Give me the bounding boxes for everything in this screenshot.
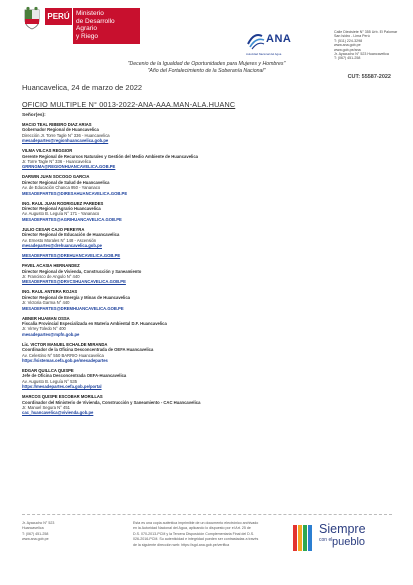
recipient-name: MARCOS QUISPE ESCOBAR MORILLAS xyxy=(22,394,103,400)
cut-number: CUT: 55587-2022 xyxy=(347,74,391,80)
recipient-address: Jr. Francisco de Angulo N° 440 xyxy=(22,273,80,279)
recipient-role: Coordinador del Ministerio de Vivienda, Construcción y Saneamiento - CAC Huancavelica xyxy=(22,399,201,405)
recipient-role: Director Regional de Educación de Huancavelica xyxy=(22,232,120,238)
recipient-email[interactable]: mesadepartes@regionhuancavelica.gob.pe xyxy=(22,138,109,144)
footer-address-line: Jr. Ayacucho N° 523 xyxy=(22,521,55,525)
recipient-role: Gerente Regional de Recursos Naturales y Gestión del Medio Ambiente de Huancavelica xyxy=(22,153,199,159)
recipient-address: Av. Celestino N° 550 BARRIO Huancavelica xyxy=(22,352,104,358)
recipient-email[interactable]: MESADEPARTES@DREHUANCAVELICA.GOB.PE xyxy=(22,253,121,259)
contact-line: Calle Diecisiete N° 355 Urb. El Palomar xyxy=(334,30,398,34)
recipient-name: MACIO TEAL RIBEIRO DIAZ ARIAS xyxy=(22,122,92,127)
footer-address xyxy=(22,521,122,543)
recipient-block xyxy=(22,368,322,390)
contact-line: T: (511) 224-3298 xyxy=(334,38,363,43)
recipient-name: ING. RAUL JUAN RODRIGUEZ PAREDES xyxy=(22,200,104,206)
recipient-name: VILMA VILCAS REGGIOR xyxy=(22,148,73,154)
contact-line: www.gob.pe/ana xyxy=(334,47,361,52)
footer-verification-line: D.S. 070-2013-PCM y la Tercera Disposición Complementaria Final del D.S. xyxy=(133,531,255,536)
footer-address-line: T: (067) 451-258 xyxy=(22,531,49,536)
footer-verification-line: de la siguiente dirección web: https://sgd.ana.gob.pe/verifica xyxy=(133,542,230,547)
contact-line: San Isidro - Lima Perú xyxy=(334,34,370,39)
footer-verification-line: 026-2016-PCM. Su autenticidad e integridad pueden ser contrastadas a través xyxy=(133,537,259,542)
recipient-role: Gobernador Regional de Huancavelica xyxy=(22,127,99,133)
recipient-name: PAVEL ACASIA HERNANDEZ xyxy=(22,263,80,269)
footer-verification-line: en la Autoridad Nacional del Agua, aplicando lo dispuesto por el Art. 25 de xyxy=(133,526,251,531)
recipient-email[interactable]: cac_huancavelica@vivienda.gob.pe xyxy=(22,410,94,416)
recipient-email[interactable]: MESADEPARTES@DIRESAHUANCAVELICA.GOB.PE xyxy=(22,190,128,196)
recipient-role: Director Regional de Salud de Huancavelica xyxy=(22,179,110,185)
siempre-pueblo: pueblo xyxy=(332,536,366,548)
document-date: Huancavelica, 24 de marzo de 2022 xyxy=(22,83,143,92)
recipient-name: JULIO CESAR CAJO PEREYRA xyxy=(22,226,85,232)
recipient-role: Director Regional Agrario Huancavelica xyxy=(22,206,101,212)
recipient-block xyxy=(22,263,322,285)
recipient-role: Director Regional de Vivienda, Construcción y Saneamiento xyxy=(22,268,142,274)
decade-motto xyxy=(0,61,413,75)
ministry-line: y Riego xyxy=(76,32,99,40)
recipient-role: Coordinador de la Oficina Desconcentrada de OEFA Huancavelica xyxy=(22,347,154,353)
recipient-role: Director Regional de Energía y Minas de Huancavelica xyxy=(22,294,130,300)
contact-block xyxy=(334,30,410,61)
recipient-email[interactable]: MESADEPARTES@DREMHUANCAVELICA.GOB.PE xyxy=(22,305,124,311)
siempre-logo xyxy=(292,521,402,555)
recipient-block xyxy=(22,316,322,338)
ministry-label xyxy=(73,8,140,44)
recipient-block xyxy=(22,342,322,364)
recipient-email[interactable]: GRRNGMA@REGIONHUANCAVELICA.GOB.PE xyxy=(22,164,116,170)
national-shield-icon xyxy=(22,6,42,30)
recipient-address: Jr. Virrey Toledo N° 400 xyxy=(22,326,66,332)
recipient-email[interactable]: MESADEPARTES@AGRIHUANCAVELICA.GOB.PE xyxy=(22,216,122,222)
footer-address-line: Huancavelica xyxy=(22,526,44,531)
recipient-list xyxy=(22,122,322,420)
footer-address-line: www.ana.gob.pe xyxy=(22,537,49,542)
recipient-address: Av. Augusto B. Leguía N° 171 - Yananaco xyxy=(22,211,100,217)
recipient-name: DARWIN JUAN SOCOGO GARCIA xyxy=(22,174,90,180)
recipient-block xyxy=(22,289,322,311)
recipient-address: Jr. Victoria Garma N° 440 xyxy=(22,300,70,306)
recipient-block xyxy=(22,148,322,170)
contact-line: T: (067) 451-258 xyxy=(334,56,361,61)
footer-verification xyxy=(133,521,281,548)
letterhead xyxy=(0,0,413,61)
recipient-role: Fiscalía Provincial Especializada en Materia Ambiental D.F. Huancavelica xyxy=(22,320,167,326)
ana-subtitle: Autoridad Nacional del Agua xyxy=(246,52,282,56)
recipient-name: EDGAR QUILLCA QUISPE xyxy=(22,367,74,373)
footer-verification-line: Esta es una copia auténtica imprimible de un documento electrónico archivado xyxy=(133,521,259,525)
recipient-address: Av. Ernesto Morales N° 148 - Ascensión xyxy=(22,237,97,243)
siempre-text: Siempre xyxy=(319,522,366,536)
recipient-address: Jr. Manuel Segura N° 451 xyxy=(22,405,70,410)
contact-line: www.ana.gob.pe xyxy=(334,43,361,48)
recipient-address: Jr. Torre Tagle N° 336 - Huancavelica xyxy=(22,159,92,165)
peru-label: PERÚ xyxy=(45,8,72,25)
siempre-sub: con el xyxy=(319,537,333,543)
year-line: "Año del Fortalecimiento de la Soberanía Nacional" xyxy=(147,68,266,74)
salutation: Señor(es): xyxy=(22,113,46,118)
recipient-block xyxy=(22,201,322,223)
recipient-block xyxy=(22,227,322,249)
recipient-email[interactable]: mesadepartes@mpfn.gob.pe xyxy=(22,331,80,337)
recipient-block xyxy=(22,253,322,258)
recipient-email[interactable]: https://mesadepartes.oefa.gob.pe/portal xyxy=(22,384,102,390)
oficio-title: OFICIO MULTIPLE N° 0013-2022-ANA-AAA.MAN-ALA.HUANC xyxy=(22,100,236,109)
recipient-block xyxy=(22,122,322,144)
recipient-address: Av. Augusto B. Leguía N° 535 xyxy=(22,378,78,384)
contact-line: Jr. Ayacucho N° 523 Huancavelica xyxy=(334,52,389,57)
recipient-address: Dirección Jr. Torre Tagle N° 336 - Huancavelica xyxy=(22,132,110,138)
recipient-address: Av. de Educación Chanca 950 - Yananaco xyxy=(22,185,101,191)
recipient-email[interactable]: mesadepartes@drehuancavelica.gob.pe xyxy=(22,243,102,249)
ministry-line: de Desarrollo Agrario xyxy=(76,17,115,32)
recipient-block xyxy=(22,394,322,416)
siempre-mark-icon xyxy=(292,523,316,553)
recipient-role: Jefe de Oficina Desconcentrada OEFA-Huancavelica xyxy=(22,373,127,379)
recipient-name: Lic. VICTOR MANUEL ECHALDE MIRANDA xyxy=(22,341,108,347)
decade-line: "Decenio de la Igualdad de Oportunidades para Mujeres y Hombres" xyxy=(127,61,286,67)
recipient-email[interactable]: https://sistemas.oefa.gob.pe/mesadepartes xyxy=(22,357,108,363)
recipient-email[interactable]: MESADEPARTES@DRVCSHUANCAVELICA.GOB.PE xyxy=(22,279,126,285)
recipient-block xyxy=(22,174,322,196)
recipient-name: ABNER HUAMAN OSSA xyxy=(22,315,70,321)
ana-label: ANA xyxy=(266,33,292,45)
footer-divider xyxy=(22,514,392,515)
ministry-line: Ministerio xyxy=(76,10,104,17)
recipient-name: ING. RAUL ANTERA ROJAS xyxy=(22,289,78,295)
